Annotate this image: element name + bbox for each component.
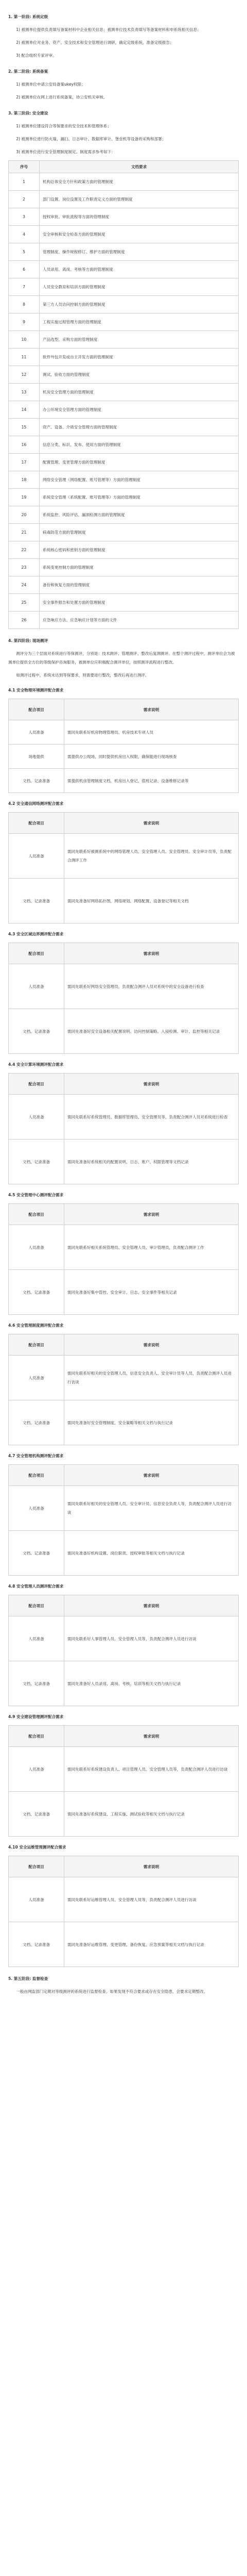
subsection-title: 4.1 安全物理环境测评配合需求 bbox=[8, 688, 64, 692]
table-row bbox=[9, 471, 239, 489]
table-row bbox=[9, 1400, 239, 1445]
description-cell: 需同先联系好机房物理管理员、机房技术专项人员 bbox=[64, 720, 239, 745]
row-requirement: 系统安全管理（系统配置、账号管理等）方面的管理制度 bbox=[40, 489, 239, 506]
table-row bbox=[9, 879, 239, 923]
table-row bbox=[9, 559, 239, 576]
table-row bbox=[9, 524, 239, 541]
row-requirement: 人员录用、离岗、考核等方面的管理制度 bbox=[40, 261, 239, 278]
column-header-description: 需求说明 bbox=[64, 1465, 239, 1486]
table-row bbox=[9, 541, 239, 559]
item-cell: 文档、记录准备 bbox=[9, 1661, 64, 1706]
item-cell: 文档、记录准备 bbox=[9, 1270, 64, 1315]
table-row bbox=[9, 594, 239, 612]
item-cell: 人员准备 bbox=[9, 1486, 64, 1531]
row-requirement: 网络安全管理（网络配置、账号管理等）方面的管理制度 bbox=[40, 471, 239, 489]
column-header-item: 配合项目 bbox=[9, 699, 64, 720]
section-2-title: 2. 第二阶段: 系统备案 bbox=[8, 69, 48, 74]
section-1-para-2: 2) 被测单位对业务、资产、安全技术和安全管理进行调研，确定定级系统，准备定级报告； bbox=[16, 40, 174, 45]
item-cell: 人员准备 bbox=[9, 1877, 64, 1922]
row-number: 24 bbox=[9, 576, 40, 594]
row-requirement: 安全事件报告和处置方面的管理制度 bbox=[40, 594, 239, 612]
row-number: 11 bbox=[9, 349, 40, 366]
section-2-para-2: 2) 被测单位在网上进行系统备案，待公安机关审核。 bbox=[16, 95, 108, 100]
row-requirement: 办公环境安全管理方面的管理制度 bbox=[40, 401, 239, 419]
item-cell: 人员准备 bbox=[9, 1225, 64, 1270]
column-header-description: 需求说明 bbox=[64, 943, 239, 964]
table-row bbox=[9, 173, 239, 191]
requirement-table bbox=[8, 943, 239, 1054]
section-4-para-2: 如测评过程中，系统未达到等保要求，则需要进行整改，整改后再进行测评。 bbox=[16, 673, 149, 678]
subsection-title: 4.9 安全建设管理测评配合需求 bbox=[8, 1714, 64, 1719]
item-cell: 文档、记录准备 bbox=[9, 1792, 64, 1837]
table-row bbox=[9, 296, 239, 313]
section-5-para-1: 一般由网监部门定期对等级测评的系统进行监督检查。如果发现不符合要求或存在安全隐患，会要求定期整改。 bbox=[16, 1989, 208, 1994]
row-requirement: 系统变更控制方面的管理制度 bbox=[40, 559, 239, 576]
column-header-requirement: 文档要求 bbox=[40, 161, 239, 173]
table-row bbox=[9, 1792, 239, 1837]
row-number: 23 bbox=[9, 559, 40, 576]
table-row bbox=[9, 1922, 239, 1967]
item-cell: 文档、记录准备 bbox=[9, 879, 64, 923]
row-requirement: 管理制度、操作规程修订、维护方面的管理制度 bbox=[40, 243, 239, 261]
description-cell: 需同先准备好网络拓扑图，网络规划、网络配置、设备登记等相关文档 bbox=[64, 879, 239, 923]
requirement-table bbox=[8, 1595, 239, 1706]
row-number: 6 bbox=[9, 261, 40, 278]
table-row bbox=[9, 419, 239, 436]
table-row bbox=[9, 489, 239, 506]
column-header-item: 配合项目 bbox=[9, 943, 64, 964]
row-requirement: 测试、验收方面的管理制度 bbox=[40, 366, 239, 384]
description-cell: 需同先准备好安全管理制度、安全策略等相关文档与执行记录 bbox=[64, 1400, 239, 1445]
description-cell: 需同先准备好系统相关的配置说明、日志、账户、权限管理等文档记录 bbox=[64, 1140, 239, 1184]
table-row bbox=[9, 745, 239, 769]
requirement-table bbox=[8, 1856, 239, 1967]
item-cell: 文档、记录准备 bbox=[9, 1009, 64, 1054]
table-row bbox=[9, 1877, 239, 1922]
row-requirement: 信息分类、标识、发布、使用方面的管理制度 bbox=[40, 436, 239, 454]
section-3-para-1: 1) 被测单位建设符合等保要求的安全技术和管理体系； bbox=[16, 124, 112, 128]
description-cell: 需同先联系好被测系统中的网络管理人员、安全管理人员、安全管理员、安全审计员等，负责配合测评工作 bbox=[64, 834, 239, 879]
section-3-para-2: 2) 被测单位进行防火墙、漏扫、日志审计、数据库审计、堡垒机等设备的采购和部署； bbox=[16, 137, 166, 141]
table-row bbox=[9, 1225, 239, 1270]
row-number: 17 bbox=[9, 454, 40, 471]
row-requirement: 应急响应方法、应急响应计划等方面的文件 bbox=[40, 612, 239, 629]
row-number: 10 bbox=[9, 331, 40, 349]
column-header-item: 配合项目 bbox=[9, 1334, 64, 1356]
row-number: 22 bbox=[9, 541, 40, 559]
subsection-title: 4.10 安全运维管理测评配合需求 bbox=[8, 1845, 66, 1850]
item-cell: 人员准备 bbox=[9, 1356, 64, 1400]
row-number: 8 bbox=[9, 296, 40, 313]
description-cell: 需同先准备好系统建设、工程实施、测试验收等相关文档与执行记录 bbox=[64, 1792, 239, 1837]
row-requirement: 第三方人员访问控制方面的管理制度 bbox=[40, 296, 239, 313]
item-cell: 人员准备 bbox=[9, 1095, 64, 1140]
section-4-title: 4. 第四阶段: 现场测评 bbox=[8, 638, 48, 643]
table-row bbox=[9, 436, 239, 454]
subsection-title: 4.4 安全计算环境测评配合需求 bbox=[8, 1062, 64, 1067]
section-1-para-1: 1) 被测单位提供负责填写备案材料中企业相关信息；被测单位技术负责填写等备案材料和申系统相关信息； bbox=[16, 27, 201, 32]
table-row bbox=[9, 1747, 239, 1792]
description-cell: 需提供机房管理制度文档，机房出入登记、值班记录、设备维修记录等 bbox=[64, 769, 239, 793]
row-number: 19 bbox=[9, 489, 40, 506]
column-header-description: 需求说明 bbox=[64, 699, 239, 720]
row-number: 26 bbox=[9, 612, 40, 629]
table-row bbox=[9, 769, 239, 793]
row-number: 7 bbox=[9, 278, 40, 296]
column-header-description: 需求说明 bbox=[64, 1074, 239, 1095]
description-cell: 需同先联系好系统建设负责人、项目管理人员、安全管理人员等，负责配合测评人员进行访谈 bbox=[64, 1747, 239, 1792]
row-number: 2 bbox=[9, 191, 40, 208]
column-header-description: 需求说明 bbox=[64, 1726, 239, 1747]
description-cell: 需同先准备好人员录用、离岗、考核、培训等相关文档与执行记录 bbox=[64, 1661, 239, 1706]
column-header-description: 需求说明 bbox=[64, 1856, 239, 1877]
column-header-description: 需求说明 bbox=[64, 1204, 239, 1225]
description-cell: 需同先准备好安全设备相关配置说明、访问控制策略、入侵检测、审计、监控等相关记录 bbox=[64, 1009, 239, 1054]
description-cell: 需同先准备好机构设置、岗位职责、授权审批等相关文档与执行记录 bbox=[64, 1531, 239, 1576]
table-row bbox=[9, 720, 239, 745]
requirement-table bbox=[8, 812, 239, 923]
table-row bbox=[9, 191, 239, 208]
row-number: 20 bbox=[9, 506, 40, 524]
table-row bbox=[9, 1356, 239, 1400]
table-row bbox=[9, 226, 239, 243]
row-number: 18 bbox=[9, 471, 40, 489]
table-row bbox=[9, 313, 239, 331]
row-requirement: 备份和恢复方面的管理制度 bbox=[40, 576, 239, 594]
row-requirement: 人员安全教育和培训方面的管理制度 bbox=[40, 278, 239, 296]
row-requirement: 工程实施过程管理方面的管理制度 bbox=[40, 313, 239, 331]
table-row bbox=[9, 1140, 239, 1184]
item-cell: 文档、记录准备 bbox=[9, 1531, 64, 1576]
description-cell: 需同先联系好相关系统管理员、安全管理人员、审计管理员，负责配合测评工作 bbox=[64, 1225, 239, 1270]
column-header-item: 配合项目 bbox=[9, 1204, 64, 1225]
document-requirements-table bbox=[8, 160, 239, 629]
item-cell: 人员准备 bbox=[9, 834, 64, 879]
row-number: 14 bbox=[9, 401, 40, 419]
item-cell: 人员准备 bbox=[9, 720, 64, 745]
description-cell: 需同先联系好系统管理员、数据库管理员、安全管理员等，负责配合测评人员对系统进行检查 bbox=[64, 1095, 239, 1140]
column-header-item: 配合项目 bbox=[9, 813, 64, 834]
column-header-description: 需求说明 bbox=[64, 813, 239, 834]
requirement-table bbox=[8, 1464, 239, 1576]
section-3-para-3: 3) 被测单位进行安全管理制度制定。制度需求参考如下： bbox=[16, 150, 115, 154]
row-number: 15 bbox=[9, 419, 40, 436]
row-number: 1 bbox=[9, 173, 40, 191]
subsection-title: 4.7 安全管理机构测评配合需求 bbox=[8, 1454, 64, 1458]
item-cell: 场地提供 bbox=[9, 745, 64, 769]
column-header-item: 配合项目 bbox=[9, 1595, 64, 1616]
requirement-table bbox=[8, 1073, 239, 1184]
table-row bbox=[9, 964, 239, 1009]
row-requirement: 产品选型、采购方面的管理制度 bbox=[40, 331, 239, 349]
table-row bbox=[9, 1270, 239, 1315]
table-row bbox=[9, 1616, 239, 1661]
item-cell: 文档、记录准备 bbox=[9, 769, 64, 793]
table-row bbox=[9, 1009, 239, 1054]
requirement-table bbox=[8, 1334, 239, 1445]
column-header-item: 配合项目 bbox=[9, 1074, 64, 1095]
subsection-title: 4.8 安全管理人员测评配合需求 bbox=[8, 1584, 64, 1589]
item-cell: 文档、记录准备 bbox=[9, 1922, 64, 1967]
description-cell: 需同先联系好相关的安全管理人员、信息安全负责人、安全审计员等人员，负责配合测评人员进行访谈 bbox=[64, 1356, 239, 1400]
table-row bbox=[9, 1486, 239, 1531]
row-number: 25 bbox=[9, 594, 40, 612]
table-row bbox=[9, 384, 239, 401]
column-header-description: 需求说明 bbox=[64, 1595, 239, 1616]
column-header-no: 序号 bbox=[9, 161, 40, 173]
row-requirement: 系统核心密码和密钥方面的管理制度 bbox=[40, 541, 239, 559]
item-cell: 人员准备 bbox=[9, 1747, 64, 1792]
column-header-item: 配合项目 bbox=[9, 1726, 64, 1747]
subsection-title: 4.3 安全区域边界测评配合需求 bbox=[8, 932, 64, 936]
row-requirement: 病毒防范方面的管理制度 bbox=[40, 524, 239, 541]
row-requirement: 软件外包开发或自主开发方面的管理制度 bbox=[40, 349, 239, 366]
description-cell: 需同先联系好人事管理人员、安全管理人员等，负责配合测评人员进行访谈 bbox=[64, 1616, 239, 1661]
testing-requirement-sections bbox=[8, 686, 239, 1967]
row-requirement: 安全审核和安全检查方面的管理制度 bbox=[40, 226, 239, 243]
table-row bbox=[9, 834, 239, 879]
row-requirement: 资产、设备、介质安全管理方面的管理制度 bbox=[40, 419, 239, 436]
table-row bbox=[9, 278, 239, 296]
section-3-title: 3. 第三阶段: 安全建设 bbox=[8, 111, 48, 115]
table-row bbox=[9, 576, 239, 594]
row-requirement: 机房安全管理方面的管理制度 bbox=[40, 384, 239, 401]
row-number: 12 bbox=[9, 366, 40, 384]
requirement-table bbox=[8, 1203, 239, 1315]
row-number: 13 bbox=[9, 384, 40, 401]
section-4-para-1: 测评分为三个层面对系统进行等保测评，分别是：技术测评、管理测评、整改后复测测评。在整个测评过程中，测评单位会为被测单位提供全方位的等级保护咨询服务，被测单位应积极配合测评单位，按照测评流程进行整改。 bbox=[8, 651, 235, 665]
row-number: 21 bbox=[9, 524, 40, 541]
table-row bbox=[9, 1095, 239, 1140]
description-cell: 需同先准备好集中管控、安全审计、日志、安全事件等相关记录 bbox=[64, 1270, 239, 1315]
subsection-title: 4.2 安全通信网络测评配合需求 bbox=[8, 801, 64, 806]
item-cell: 人员准备 bbox=[9, 1616, 64, 1661]
item-cell: 文档、记录准备 bbox=[9, 1140, 64, 1184]
section-1-title: 1. 第一阶段: 系统定级 bbox=[8, 14, 48, 19]
table-row bbox=[9, 401, 239, 419]
description-cell: 需同先联系好网络安全管理员，负责配合测评人员对系统中的安全设备进行检查 bbox=[64, 964, 239, 1009]
table-row bbox=[9, 349, 239, 366]
column-header-description: 需求说明 bbox=[64, 1334, 239, 1356]
row-requirement: 机构总体安全方针和政策方面的管理制度 bbox=[40, 173, 239, 191]
item-cell: 文档、记录准备 bbox=[9, 1400, 64, 1445]
row-number: 5 bbox=[9, 243, 40, 261]
row-number: 3 bbox=[9, 208, 40, 226]
table-row bbox=[9, 208, 239, 226]
row-number: 16 bbox=[9, 436, 40, 454]
description-cell: 需提供办公现场，同时提供机房出入权限，确保能进行现场核查 bbox=[64, 745, 239, 769]
table-row bbox=[9, 612, 239, 629]
row-number: 4 bbox=[9, 226, 40, 243]
subsection-title: 4.6 安全管理制度测评配合需求 bbox=[8, 1323, 64, 1328]
row-number: 9 bbox=[9, 313, 40, 331]
section-1-para-3: 3) 配合组织专家评审。 bbox=[16, 53, 57, 58]
section-2-para-1: 1) 被测单位申请公安局备案ukey权限； bbox=[16, 82, 85, 87]
description-cell: 需同先联系好运维管理人员、安全管理人员等，负责配合测评人员进行访谈 bbox=[64, 1877, 239, 1922]
description-cell: 需同先准备好运维管理、变更管理、备份恢复、应急预案等相关文档与执行记录 bbox=[64, 1922, 239, 1967]
table-row bbox=[9, 454, 239, 471]
table-row bbox=[9, 366, 239, 384]
column-header-item: 配合项目 bbox=[9, 1856, 64, 1877]
row-requirement: 授权审批、审批流程等方面的管理制度 bbox=[40, 208, 239, 226]
table-row bbox=[9, 1661, 239, 1706]
article-content bbox=[8, 6, 239, 2000]
row-requirement: 系统监控、风险评估、漏洞检测方面的管理制度 bbox=[40, 506, 239, 524]
table-row bbox=[9, 506, 239, 524]
subsection-title: 4.5 安全管理中心测评配合需求 bbox=[8, 1193, 64, 1197]
section-5-title: 5. 第五阶段: 监督检查 bbox=[8, 1976, 48, 1981]
requirement-table bbox=[8, 699, 239, 793]
row-requirement: 部门设置、岗位设置及工作职责定义方面的管理制度 bbox=[40, 191, 239, 208]
table-row bbox=[9, 261, 239, 278]
item-cell: 人员准备 bbox=[9, 964, 64, 1009]
table-row bbox=[9, 1531, 239, 1576]
description-cell: 需同先联系好相关的安全管理人员、安全审计员、信息安全负责人等，负责配合测评人员进行访谈 bbox=[64, 1486, 239, 1531]
column-header-item: 配合项目 bbox=[9, 1465, 64, 1486]
table-row bbox=[9, 331, 239, 349]
requirement-table bbox=[8, 1725, 239, 1837]
table-row bbox=[9, 243, 239, 261]
row-requirement: 配置管理、变更管理方面的管理制度 bbox=[40, 454, 239, 471]
